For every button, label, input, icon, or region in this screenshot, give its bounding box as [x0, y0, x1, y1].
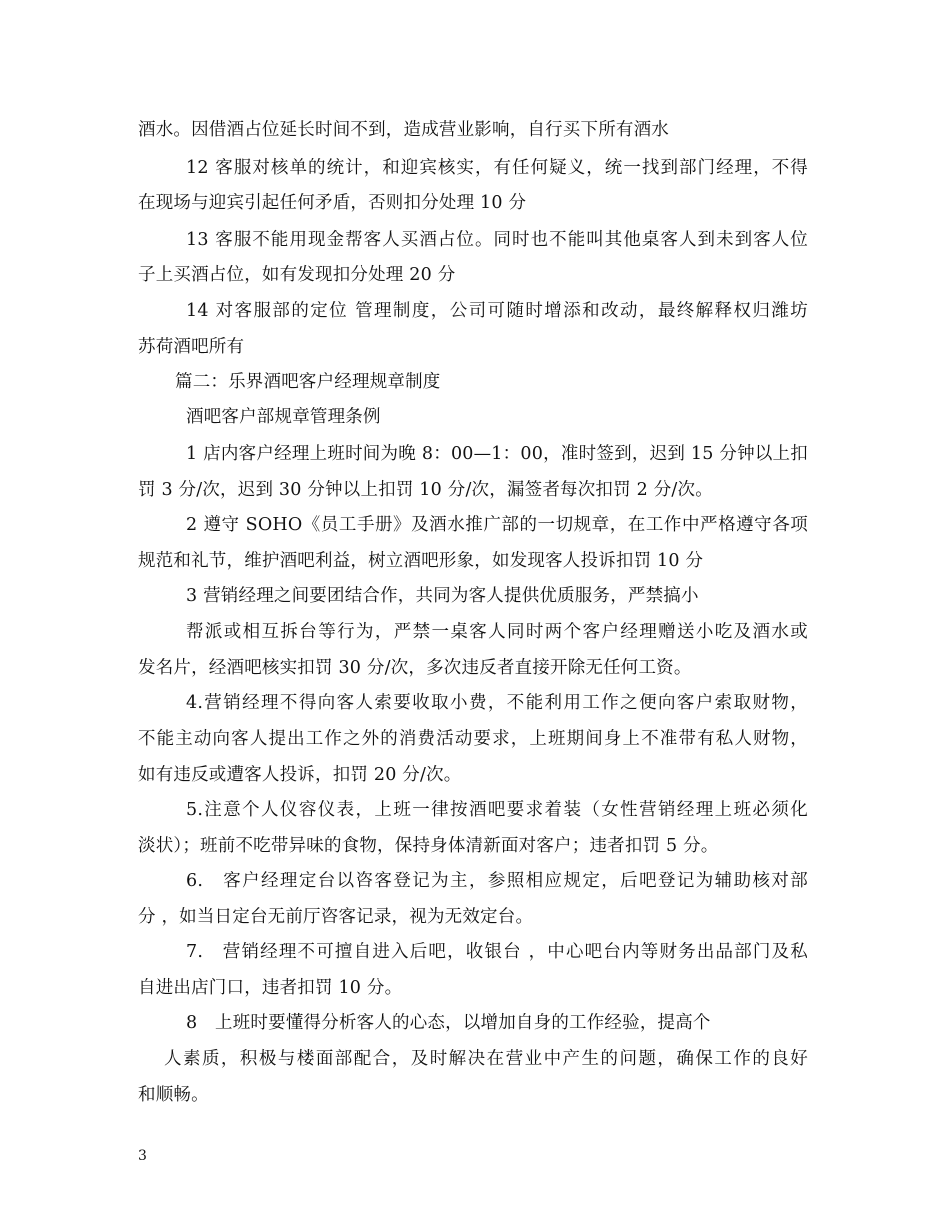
- paragraph-line: 子上买酒占位，如有发现扣分处理 20 分: [138, 265, 456, 285]
- paragraph-line: 不能主动向客人提出工作之外的消费活动要求，上班期间身上不准带有私人财物，: [138, 729, 808, 749]
- paragraph-line: 自进出店门口，违者扣罚 10 分。: [138, 978, 403, 998]
- paragraph-line: 规范和礼节，维护酒吧利益，树立酒吧形象，如发现客人投诉扣罚 10 分: [138, 551, 704, 571]
- paragraph-line: 12 客服对核单的统计，和迎宾核实，有任何疑义，统一找到部门经理，不得: [186, 158, 808, 178]
- paragraph-line: 和顺畅。: [138, 1085, 209, 1105]
- paragraph-line: 罚 3 分/次，迟到 30 分钟以上扣罚 10 分/次，漏签者每次扣罚 2 分/次。: [138, 480, 713, 500]
- paragraph-line: 13 客服不能用现金帮客人买酒占位。同时也不能叫其他桌客人到未到客人位: [186, 230, 808, 250]
- paragraph-line: 4.营销经理不得向客人索要收取小费，不能利用工作之便向客户索取财物，: [186, 693, 808, 713]
- paragraph-line: 14 对客服部的定位 管理制度，公司可随时增添和改动，最终解释权归潍坊: [186, 301, 808, 321]
- section-subheading: 酒吧客户部规章管理条例: [186, 407, 381, 427]
- paragraph-line: 人素质，积极与楼面部配合，及时解决在营业中产生的问题，确保工作的良好: [164, 1049, 808, 1069]
- paragraph-line: 6. 客户经理定台以咨客登记为主，参照相应规定，后吧登记为辅助核对部: [186, 871, 808, 891]
- paragraph-line: 苏荷酒吧所有: [138, 337, 245, 357]
- paragraph-line: 淡状）；班前不吃带异味的食物，保持身体清新面对客户；违者扣罚 5 分。: [138, 836, 719, 856]
- paragraph-line: 发名片，经酒吧核实扣罚 30 分/次，多次违反者直接开除无任何工资。: [138, 658, 692, 678]
- section-heading: 篇二：乐界酒吧客户经理规章制度: [175, 372, 441, 392]
- paragraph-line: 8 上班时要懂得分析客人的心态，以增加自身的工作经验，提高个: [186, 1013, 711, 1033]
- page-number: 3: [138, 1148, 147, 1164]
- paragraph-line: 在现场与迎宾引起任何矛盾，否则扣分处理 10 分: [138, 193, 527, 213]
- paragraph-line: 7. 营销经理不可擅自进入后吧，收银台 ，中心吧台内等财务出品部门及私: [186, 942, 808, 962]
- paragraph-line: 2 遵守 SOHO《员工手册》及酒水推广部的一切规章，在工作中严格遵守各项: [186, 515, 808, 535]
- paragraph-line: 酒水。因借酒占位延长时间不到，造成营业影响，自行买下所有酒水: [138, 120, 669, 140]
- paragraph-line: 1 店内客户经理上班时间为晚 8：00—1：00，准时签到，迟到 15 分钟以上扣: [186, 444, 808, 464]
- paragraph-line: 5.注意个人仪容仪表，上班一律按酒吧要求着装（女性营销经理上班必须化: [186, 800, 808, 820]
- paragraph-line: 分 ，如当日定台无前厅咨客记录，视为无效定台。: [138, 907, 534, 927]
- paragraph-line: 如有违反或遭客人投诉，扣罚 20 分/次。: [138, 765, 462, 785]
- paragraph-line: 3 营销经理之间要团结合作，共同为客人提供优质服务，严禁搞小: [186, 586, 699, 606]
- paragraph-line: 帮派或相互拆台等行为，严禁一桌客人同时两个客户经理赠送小吃及酒水或: [186, 622, 808, 642]
